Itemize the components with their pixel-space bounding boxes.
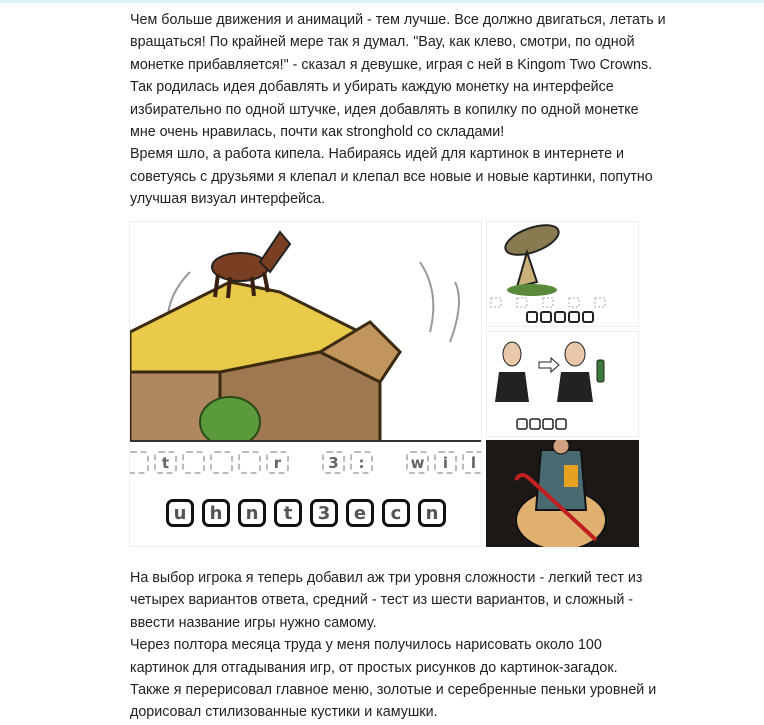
text-line: Так родилась идея добавлять и убирать каждую монетку на интерфейсе [130, 79, 614, 96]
two-men-illustration [487, 332, 639, 437]
gordon-freeman-illustration [486, 440, 639, 547]
answer-slots [129, 451, 482, 474]
text-line: картинок для отгадывания игр, от простых рисунков до картинок-загадок. [130, 659, 618, 676]
letter-tile[interactable]: t [274, 499, 302, 527]
horse-roof-illustration [130, 222, 482, 442]
answer-slot [238, 451, 261, 474]
top-border [0, 0, 764, 3]
gallery-image-two-men[interactable] [486, 331, 639, 437]
answer-slot: t [154, 451, 177, 474]
text-line: улучшая визуал интерфейса. [130, 191, 326, 208]
letter-tile[interactable]: n [238, 499, 266, 527]
statue-illustration [487, 222, 639, 327]
letter-tile[interactable]: 3 [310, 499, 338, 527]
answer-slot [182, 451, 205, 474]
letter-tiles [166, 499, 446, 527]
answer-slot [378, 451, 401, 474]
letter-tile[interactable]: n [418, 499, 446, 527]
answer-slot [210, 451, 233, 474]
text-line: четырех вариантов ответа, средний - тест из шести вариантов, и сложный - [130, 592, 634, 609]
text-line: избирательно по одной штучке, идея добавлять в копилку по одной монетке [130, 101, 639, 118]
text-line: Также я перерисовал главное меню, золотые и серебренные пеньки уровней и [130, 682, 657, 699]
letter-tile[interactable]: e [346, 499, 374, 527]
paragraph-1 [130, 9, 666, 211]
text-line: Через полтора месяца труда у меня получилось нарисовать около 100 [130, 637, 602, 654]
answer-slot: r [266, 451, 289, 474]
letter-tile[interactable]: h [202, 499, 230, 527]
answer-slot [294, 451, 317, 474]
text-line: вращаться! По крайней мере так я думал. "Вау, как клево, смотри, по одной [130, 34, 635, 51]
answer-slot: 3 [322, 451, 345, 474]
answer-slot: w [406, 451, 429, 474]
text-line: советуясь с друзьями я клепал и клепал все новые и новые картинки, попутно [130, 168, 653, 185]
text-line: Чем больше движения и анимаций - тем лучше. Все должно двигаться, летать и [130, 12, 666, 28]
text-line: мне очень нравилась, почти как stronghold со складами! [130, 124, 505, 141]
answer-slot: i [434, 451, 457, 474]
paragraph-2 [130, 567, 657, 724]
letter-tile[interactable]: c [382, 499, 410, 527]
gallery-image-horse-roof[interactable] [129, 221, 482, 547]
gallery-image-gordon-freeman[interactable] [486, 440, 639, 547]
text-line: Время шло, а работа кипела. Набираясь идей для картинок в интернете и [130, 146, 624, 163]
image-gallery [129, 221, 640, 547]
answer-slot: : [350, 451, 373, 474]
answer-slot [129, 451, 149, 474]
answer-slot: l [462, 451, 482, 474]
text-line: ввести название игры нужно самому. [130, 614, 377, 631]
text-line: монетке прибавляется!" - сказал я девушке, играя с ней в Kingom Two Crowns. [130, 56, 653, 73]
text-line: дорисовал стилизованные кустики и камушки. [130, 704, 438, 721]
letter-tile[interactable]: u [166, 499, 194, 527]
gallery-image-statue[interactable] [486, 221, 639, 327]
text-line: На выбор игрока я теперь добавил аж три уровня сложности - легкий тест из [130, 570, 643, 586]
